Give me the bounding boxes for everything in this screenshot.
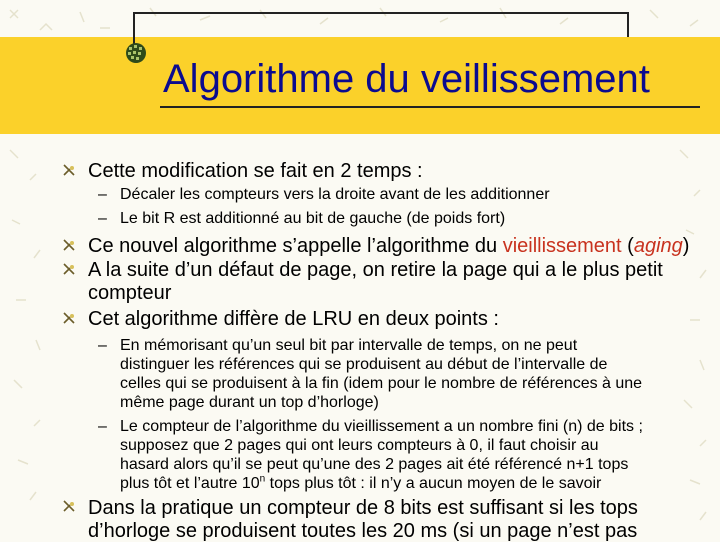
bullet-text-line2: compteur	[88, 282, 172, 304]
dash-marker: –	[98, 186, 107, 203]
bullet-text-line1: A la suite d’un défaut de page, on retire la page qui a le plus petit	[88, 259, 663, 281]
bullet-text: Cet algorithme diffère de LRU en deux points :	[88, 308, 499, 330]
bullet-icon	[62, 311, 80, 325]
title-bottom-rule	[160, 106, 700, 108]
dash-marker: –	[98, 337, 107, 354]
highlight-term-italic: aging	[633, 235, 683, 257]
bullet-icon	[62, 163, 80, 177]
sub-bullet-text: Décaler les compteurs vers la droite avant de les additionner	[120, 186, 550, 203]
bullet-icon	[62, 262, 80, 276]
sub-bullet-text: Le bit R est additionné au bit de gauche (de poids fort)	[120, 210, 506, 227]
bullet-icon	[62, 238, 80, 252]
sub-bullet-line4: même page durant un top d’horloge)	[120, 394, 379, 411]
sub-bullet-line3: hasard alors qu’il se peut qu’une des 2 pages ait été référencé n+1 tops	[120, 456, 629, 473]
sub-bullet-line1: Le compteur de l’algorithme du vieillissement a un nombre fini (n) de bits ;	[120, 418, 643, 435]
superscript: n	[259, 473, 266, 485]
title-top-rule	[133, 12, 628, 14]
bullet-icon	[62, 499, 80, 513]
sub-bullet-line3: celles qui se produisent à la fin (idem pour le nombre de références à une	[120, 375, 643, 392]
sub-bullet-line2: distinguer les références qui se produisent au début de l’intervalle de	[120, 356, 608, 373]
bullet-text-line2: d’horloge se produisent toutes les 20 ms (si un page n’est pas	[88, 520, 638, 542]
dash-marker: –	[98, 210, 107, 227]
sub-bullet-line1: En mémorisant qu’un seul bit par intervalle de temps, on ne peut	[120, 337, 578, 354]
dash-marker: –	[98, 418, 107, 435]
slide-title: Algorithme du veillissement	[163, 57, 650, 101]
globe-icon	[125, 42, 147, 64]
title-rule-end	[627, 12, 629, 37]
sub-bullet-line4: plus tôt et l’autre 10$^n$ tops plus tôt : il n’y a aucun moyen de le savoir	[120, 473, 602, 492]
bullet-text-line1: Dans la pratique un compteur de 8 bits est suffisant si les tops	[88, 497, 638, 519]
bullet-text: Ce nouvel algorithme s’appelle l’algorithme du vieillissement (aging)	[88, 235, 690, 257]
bullet-text: Cette modification se fait en 2 temps :	[88, 160, 423, 182]
highlight-term: vieillissement	[502, 235, 622, 257]
sub-bullet-line2: supposez que 2 pages qui ont leurs compteurs à 0, il faut choisir au	[120, 437, 599, 454]
